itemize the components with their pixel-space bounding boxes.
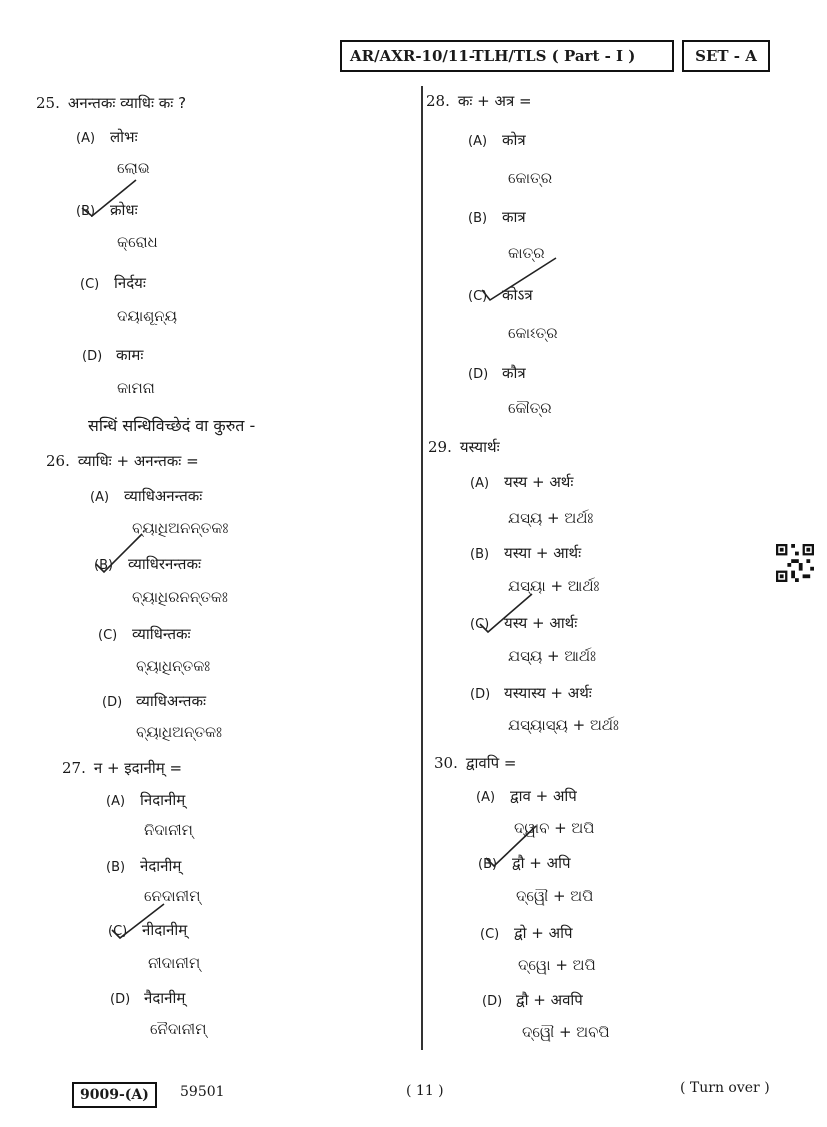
turn-over-note: ( Turn over ) (680, 1080, 770, 1096)
q25-option-c[interactable] (80, 273, 146, 295)
option-label: (C) (80, 277, 100, 292)
option-label: (C) (108, 924, 128, 939)
option-sanskrit: यस्या + आर्थः (504, 544, 582, 562)
option-sanskrit: निदानीम् (140, 791, 186, 809)
q30-option-d-odia: ଦ୍ୱୌ + ଅବପି (522, 1023, 610, 1041)
q28-option-b[interactable] (468, 207, 526, 229)
q27-option-a-odia: ନିଦାନୀମ୍ (144, 821, 193, 839)
option-sanskrit: यस्य + अर्थः (504, 473, 574, 491)
q27-option-d[interactable] (110, 988, 185, 1010)
q30-option-b-odia: ଦ୍ୱୌ + ଅପି (516, 887, 594, 905)
question-text: द्वावपि = (465, 754, 517, 772)
option-sanskrit: क्रोधः (110, 201, 138, 219)
q27-option-c[interactable] (108, 920, 187, 942)
q30-option-b[interactable] (478, 853, 570, 875)
question-26 (46, 451, 199, 471)
q29-option-a-odia: ଯସ୍ୟ + ଅର୍ଥଃ (508, 509, 594, 527)
option-sanskrit: व्याधिन्तकः (132, 625, 191, 643)
page-number: ( 11 ) (406, 1083, 444, 1099)
option-label: (B) (106, 860, 126, 875)
option-label: (B) (468, 211, 488, 226)
option-sanskrit: कोत्र (502, 131, 526, 149)
q25-option-d[interactable] (82, 345, 143, 367)
q30-option-c[interactable] (480, 923, 572, 945)
q28-option-a[interactable] (468, 130, 526, 152)
q27-option-c-odia: ନୀଦାନୀମ୍ (148, 954, 201, 972)
q29-option-b[interactable] (470, 543, 581, 565)
q28-option-d[interactable] (468, 363, 526, 385)
option-label: (B) (470, 547, 490, 562)
q25-option-a[interactable] (76, 127, 138, 149)
option-label: (A) (76, 131, 96, 146)
option-label: (B) (94, 558, 114, 573)
question-28 (426, 91, 532, 111)
question-30 (434, 753, 516, 773)
q28-option-c-odia: କୋଽତ୍ର (508, 324, 558, 342)
instruction-text: सन्धिं सन्धिविच्छेदं वा कुरुत - (88, 416, 256, 435)
column-divider (421, 86, 423, 1050)
option-sanskrit: यस्यास्य + अर्थः (504, 684, 592, 702)
qr-code-icon (775, 544, 815, 582)
q29-option-c[interactable] (470, 613, 577, 635)
q26-option-d[interactable] (102, 691, 206, 713)
q27-option-d-odia: ନୈଦାନୀମ୍ (150, 1020, 207, 1038)
q26-option-c-odia: ବ୍ୟାଧିନ୍ତକଃ (136, 657, 211, 675)
q26-option-d-odia: ବ୍ୟାଧିଅନ୍ତକଃ (136, 723, 222, 741)
option-label: (C) (98, 628, 118, 643)
option-sanskrit: द्वौ + अवपि (516, 991, 583, 1009)
q29-option-b-odia: ଯସ୍ୟା + ଆର୍ଥଃ (508, 577, 600, 595)
q26-option-b-odia: ବ୍ୟାଧିରନନ୍ତକଃ (132, 588, 228, 606)
q27-option-a[interactable] (106, 790, 185, 812)
option-sanskrit: नेदानीम् (140, 857, 182, 875)
q25-option-b-odia: କ୍ରୋଧ (117, 233, 158, 251)
q30-option-c-odia: ଦ୍ୱୋ + ଅପି (518, 956, 596, 974)
q25-option-d-odia: କାମନା (117, 379, 155, 397)
option-label: (D) (482, 994, 503, 1009)
set-label: SET - A (682, 40, 770, 72)
question-text: अनन्तकः व्याधिः कः ? (67, 94, 187, 112)
question-number: 26. (46, 452, 70, 470)
booklet-code: 9009-(A) (72, 1082, 157, 1108)
question-25 (36, 93, 186, 113)
option-label: (A) (468, 134, 488, 149)
question-number: 25. (36, 94, 60, 112)
option-sanskrit: कात्र (502, 208, 526, 226)
option-label: (A) (106, 794, 126, 809)
q27-option-b[interactable] (106, 856, 181, 878)
option-label: (B) (478, 857, 498, 872)
q25-option-b[interactable] (76, 200, 138, 222)
option-sanskrit: द्वो + अपि (514, 924, 573, 942)
option-label: (D) (102, 695, 123, 710)
q29-option-a[interactable] (470, 472, 573, 494)
q29-option-d[interactable] (470, 683, 592, 705)
question-text: यस्यार्थः (459, 438, 500, 456)
option-label: (C) (468, 289, 488, 304)
option-sanskrit: निर्दयः (114, 274, 146, 292)
option-label: (A) (470, 476, 490, 491)
q30-option-d[interactable] (482, 990, 583, 1012)
q26-option-a-odia: ବ୍ୟାଧିଅନନ୍ତକଃ (132, 519, 229, 537)
option-sanskrit: नैदानीम् (144, 989, 186, 1007)
question-text: न + इदानीम् = (93, 759, 183, 777)
q25-option-a-odia: ଲୋଭ (117, 159, 150, 177)
option-label: (D) (82, 349, 103, 364)
question-29 (428, 437, 500, 457)
option-sanskrit: कौत्र (502, 364, 526, 382)
option-label: (D) (110, 992, 131, 1007)
q26-option-c[interactable] (98, 624, 191, 646)
option-label: (B) (76, 204, 96, 219)
question-27 (62, 758, 182, 778)
option-sanskrit: कामः (116, 346, 144, 364)
question-number: 27. (62, 759, 86, 777)
option-sanskrit: नीदानीम् (142, 921, 188, 939)
option-sanskrit: कोऽत्र (502, 286, 533, 304)
option-sanskrit: द्वौ + अपि (512, 854, 571, 872)
option-sanskrit: यस्य + आर्थः (504, 614, 578, 632)
question-number: 28. (426, 92, 450, 110)
question-text: व्याधिः + अनन्तकः = (77, 452, 199, 470)
option-label: (D) (470, 687, 491, 702)
q26-option-a[interactable] (90, 486, 202, 508)
option-sanskrit: लोभः (110, 128, 138, 146)
q28-option-d-odia: କୌତ୍ର (508, 399, 552, 417)
serial-number: 59501 (180, 1084, 225, 1100)
q25-option-c-odia: ଦୟାଶୂନ୍ୟ (117, 307, 177, 325)
q27-option-b-odia: ନେଦାନୀମ୍ (144, 887, 201, 905)
option-sanskrit: व्याधिअनन्तकः (124, 487, 203, 505)
q30-option-a-odia: ଦ୍ୱାବ + ଅପି (514, 819, 595, 837)
option-sanskrit: व्याधिरनन्तकः (128, 555, 202, 573)
q30-option-a[interactable] (476, 786, 577, 808)
option-label: (D) (468, 367, 489, 382)
question-number: 30. (434, 754, 458, 772)
q26-option-b[interactable] (94, 554, 201, 576)
option-label: (C) (480, 927, 500, 942)
question-number: 29. (428, 438, 452, 456)
option-sanskrit: व्याधिअन्तकः (136, 692, 207, 710)
q28-option-a-odia: କୋତ୍ର (508, 169, 553, 187)
option-sanskrit: द्वाव + अपि (510, 787, 577, 805)
option-label: (A) (476, 790, 496, 805)
q28-option-c[interactable] (468, 285, 533, 307)
q29-option-c-odia: ଯସ୍ୟ + ଆର୍ଥଃ (508, 647, 596, 665)
q29-option-d-odia: ଯସ୍ୟାସ୍ୟ + ଅର୍ଥଃ (508, 716, 619, 734)
question-text: कः + अत्र = (457, 92, 532, 110)
option-label: (A) (90, 490, 110, 505)
option-label: (C) (470, 617, 490, 632)
paper-code-header: AR/AXR-10/11-TLH/TLS ( Part - I ) (340, 40, 674, 72)
q28-option-b-odia: କାତ୍ର (508, 244, 545, 262)
